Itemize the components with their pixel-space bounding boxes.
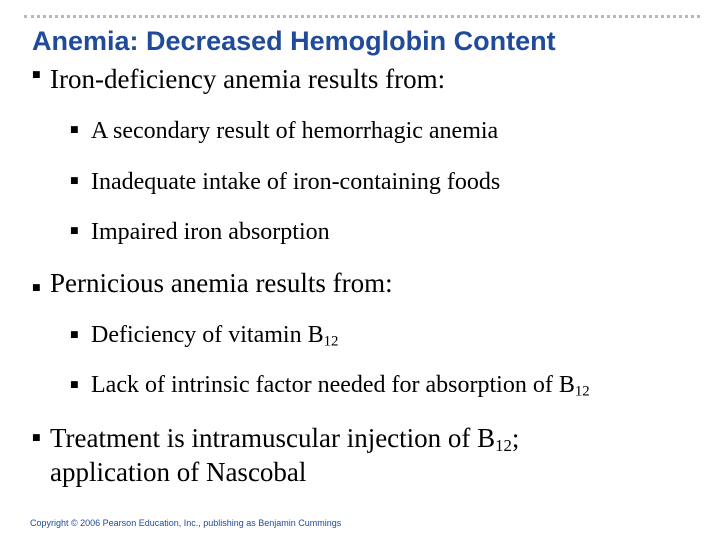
bullet-pernicious: Pernicious anemia results from:	[50, 268, 393, 298]
bullet-treatment: Treatment is intramuscular injection of $B_{12}$; application of Nascobal	[50, 421, 690, 489]
sub-bullet-intrinsic-factor: Lack of intrinsic factor needed for absorption of $B_{12}$	[91, 372, 590, 400]
bullet-treatment-line2: application of Nascobal	[50, 457, 307, 487]
bullet-marker: ■	[32, 70, 41, 80]
sub-bullet-inadequate-intake: Inadequate intake of iron-containing foods	[91, 169, 501, 195]
sub-bullet-impaired-absorption: Impaired iron absorption	[91, 219, 330, 245]
bullet-marker: ■	[32, 283, 41, 293]
copyright-footer: Copyright © 2006 Pearson Education, Inc., publishing as Benjamin Cummings	[30, 518, 342, 528]
sub-bullet-marker: ■	[70, 125, 79, 135]
slide-title: Anemia: Decreased Hemoglobin Content	[32, 26, 556, 56]
top-dotted-rule	[24, 15, 700, 18]
sub-bullet-b12-deficiency: Deficiency of vitamin $B_{12}$	[91, 322, 339, 350]
sub-bullet-marker: ■	[70, 330, 79, 340]
sub-bullet-marker: ■	[70, 176, 79, 186]
sub-bullet-marker: ■	[70, 380, 79, 390]
sub-bullet-hemorrhagic: A secondary result of hemorrhagic anemia	[91, 118, 499, 144]
bullet-iron-deficiency: Iron-deficiency anemia results from:	[50, 64, 446, 94]
sub-bullet-marker: ■	[70, 226, 79, 236]
bullet-marker: ■	[32, 433, 41, 443]
